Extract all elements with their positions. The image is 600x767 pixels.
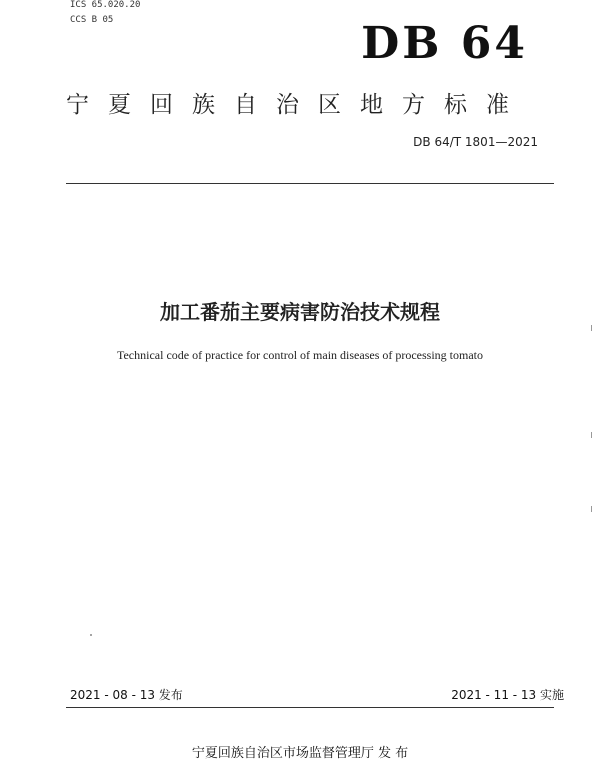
scan-edge-mark: [591, 432, 592, 438]
footer-divider: [66, 707, 554, 708]
scan-edge-mark: [591, 506, 592, 512]
db-logo: DB 64: [361, 18, 528, 69]
scan-speck: [90, 634, 92, 636]
publish-date: 2021 - 08 - 13 发布: [70, 688, 183, 702]
issuing-authority: 宁夏回族自治区市场监督管理厅 发 布: [191, 746, 409, 761]
document-title-cn: 加工番茄主要病害防治技术规程: [160, 300, 440, 324]
header-divider: [66, 183, 554, 184]
document-title-en: Technical code of practice for control of main diseases of processing tomato: [116, 348, 484, 362]
standard-number: DB 64/T 1801—2021: [413, 135, 538, 149]
implement-date: 2021 - 11 - 13 实施: [451, 688, 564, 702]
scan-edge-mark: [591, 325, 592, 331]
ics-code: ICS 65.020.20: [70, 0, 141, 10]
ccs-code: CCS B 05: [70, 15, 114, 25]
standard-category-title: 宁夏回族自治区地方标准: [66, 92, 528, 118]
